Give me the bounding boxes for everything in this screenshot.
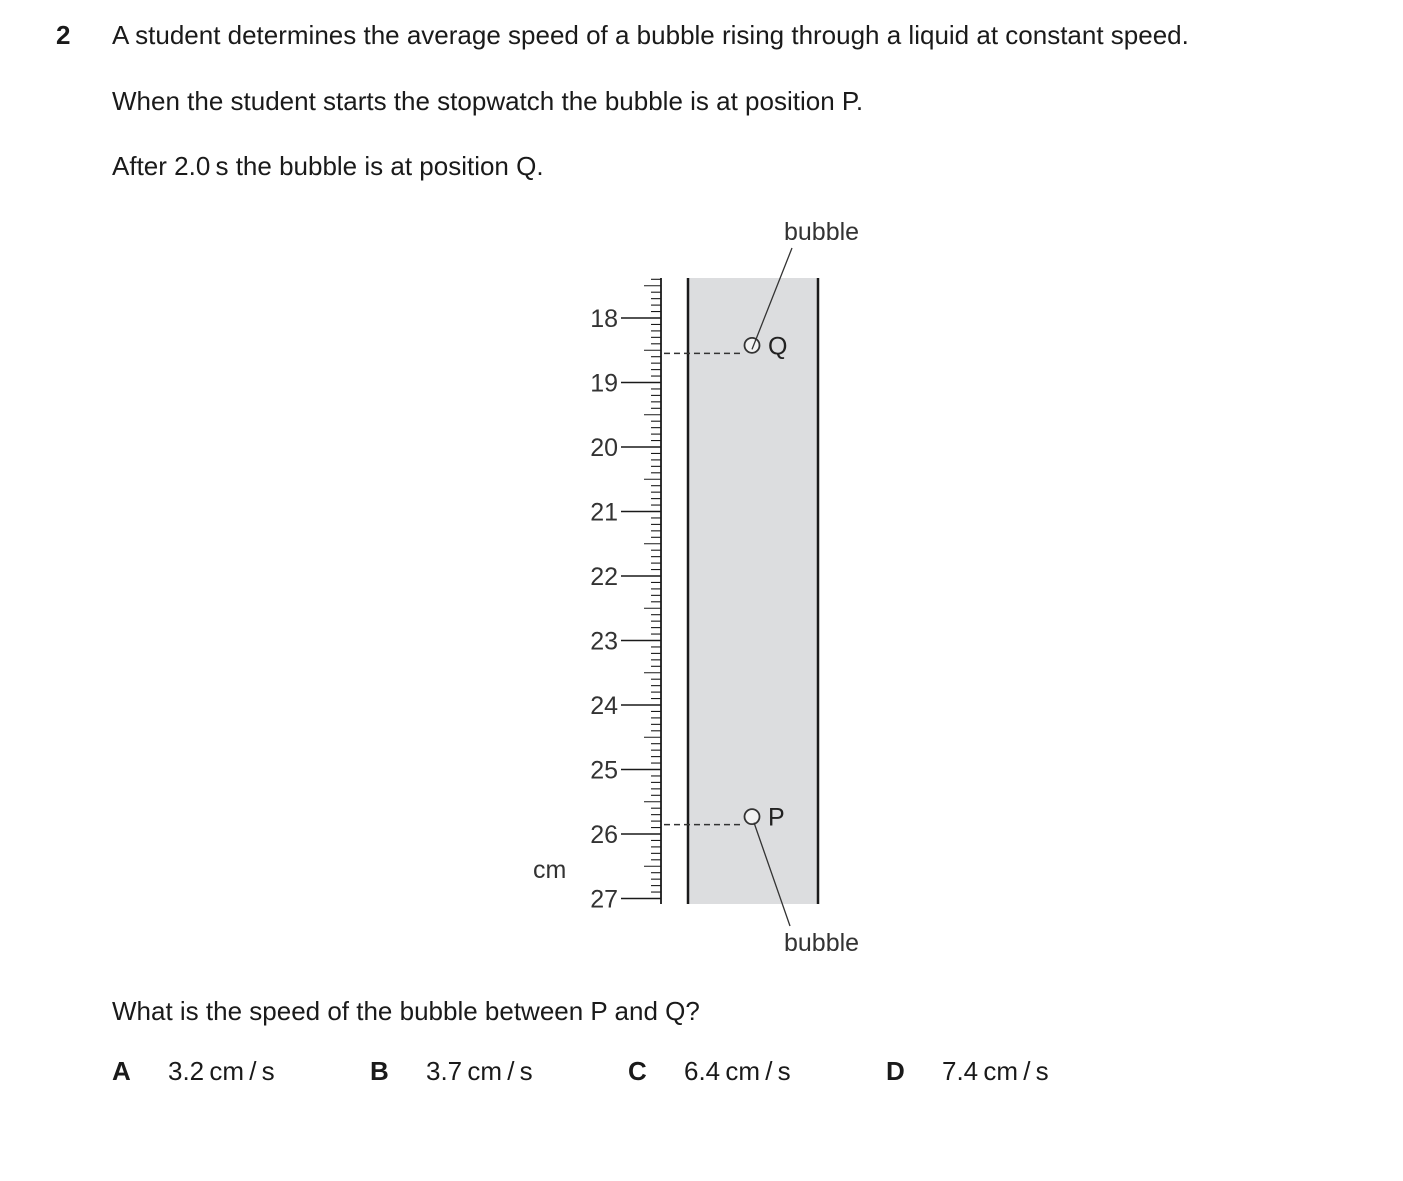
option-c-value: 6.4 cm / s (684, 1056, 791, 1086)
question-text-line-2: When the student starts the stopwatch the bubble is at position P. (112, 86, 864, 116)
ruler-label: 26 (590, 821, 618, 849)
question-prompt: What is the speed of the bubble between P and Q? (112, 996, 700, 1026)
option-a-letter: A (112, 1056, 131, 1086)
option-b[interactable] (370, 1056, 533, 1087)
option-a[interactable] (112, 1056, 275, 1087)
bubble-label-bottom: bubble (784, 929, 860, 957)
ruler-ticks (621, 279, 661, 898)
option-a-value: 3.2 cm / s (168, 1056, 275, 1086)
ruler-label: 20 (590, 434, 618, 462)
question-number: 2 (56, 20, 71, 50)
bubble-q (745, 338, 760, 353)
ruler-label: 21 (590, 498, 618, 527)
ruler-label: 27 (590, 885, 618, 914)
bubble-label-top: bubble (784, 218, 860, 246)
option-d-value: 7.4 cm / s (942, 1056, 1049, 1086)
question-text-line-1: A student determines the average speed of a bubble rising through a liquid at constant speed. (112, 20, 1189, 50)
ruler-label: 23 (590, 627, 618, 656)
ruler-label: 24 (590, 692, 618, 720)
option-d-letter: D (886, 1056, 905, 1086)
option-c[interactable] (628, 1056, 791, 1087)
ruler-label: 18 (590, 305, 618, 333)
option-c-letter: C (628, 1056, 647, 1086)
bubble-p (745, 809, 760, 824)
option-b-letter: B (370, 1056, 389, 1086)
option-d[interactable] (886, 1056, 1049, 1087)
option-b-value: 3.7 cm / s (426, 1056, 533, 1086)
ruler-label: 19 (590, 369, 618, 398)
position-p-label: P (768, 803, 785, 832)
ruler-labels (590, 305, 618, 914)
ruler-label: 25 (590, 756, 618, 785)
ruler-unit-label: cm (533, 856, 567, 884)
position-q-label: Q (768, 332, 788, 361)
question-text-line-3: After 2.0 s the bubble is at position Q. (112, 151, 544, 181)
ruler-label: 22 (590, 563, 618, 591)
